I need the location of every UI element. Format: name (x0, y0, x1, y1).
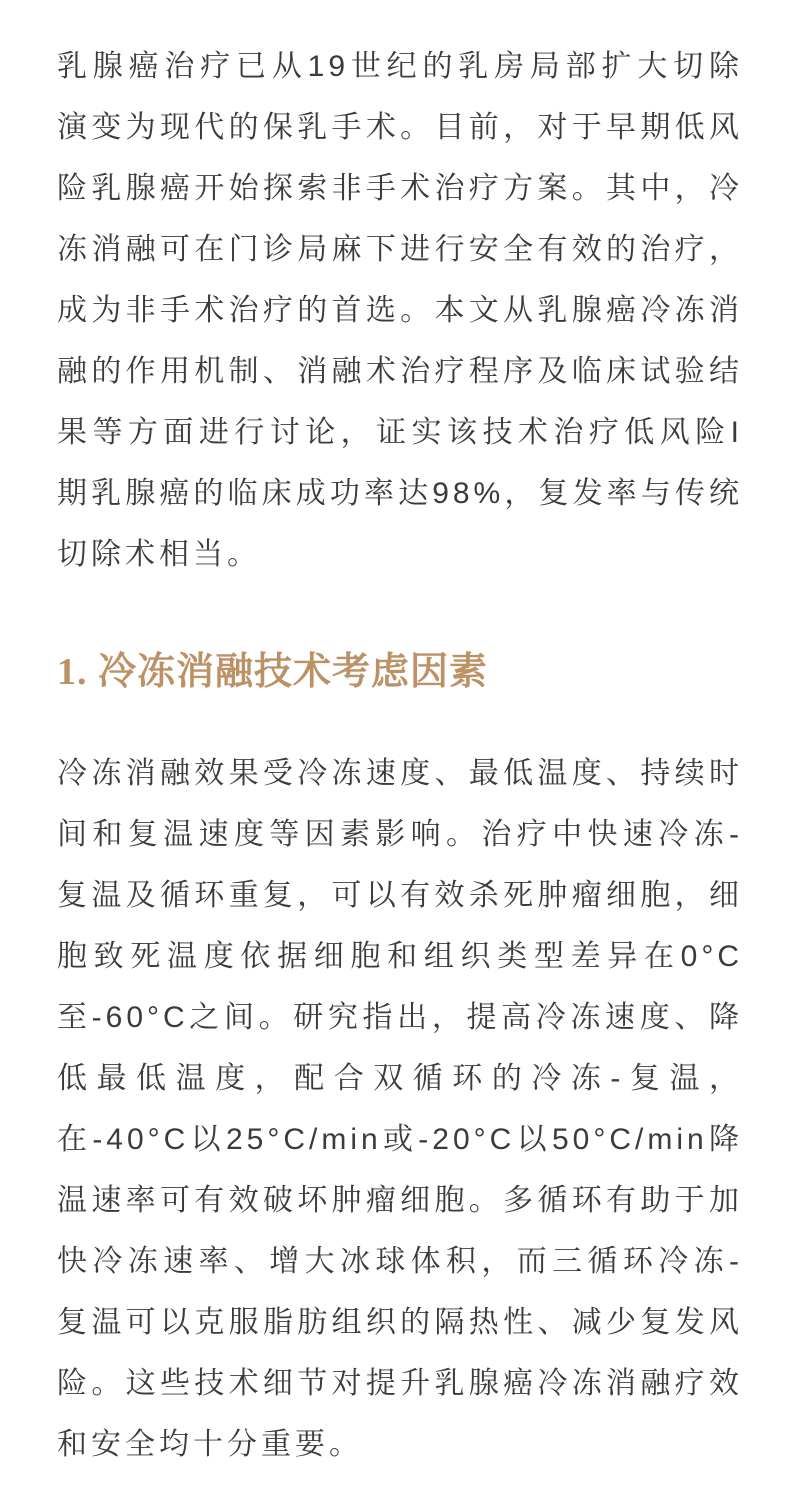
intro-paragraph: 乳腺癌治疗已从19世纪的乳房局部扩大切除演变为现代的保乳手术。目前，对于早期低风险乳腺癌开始探索非手术治疗方案。其中，冷冻消融可在门诊局麻下进行安全有效的治疗，成为非手术治疗的首选。本文从乳腺癌冷冻消融的作用机制、消融术治疗程序及临床试验结果等方面进行讨论，证实该技术治疗低风险I期乳腺癌的临床成功率达98%，复发率与传统切除术相当。 (57, 50, 743, 571)
section-paragraph: 冷冻消融效果受冷冻速度、最低温度、持续时间和复温速度等因素影响。治疗中快速冷冻-复温及循环重复，可以有效杀死肿瘤细胞，细胞致死温度依据细胞和组织类型差异在0°C至-60°C之间。研究指出，提高冷冻速度、降低最低温度，配合双循环的冷冻-复温，在-40°C以25°C/min或-20°C以50°C/min降温速率可有效破坏肿瘤细胞。多循环有助于加快冷冻速率、增大冰球体积，而三循环冷冻-复温可以克服脂肪组织的隔热性、减少复发风险。这些技术细节对提升乳腺癌冷冻消融疗效和安全均十分重要。 (57, 757, 743, 1461)
section-heading: 1. 冷冻消融技术考虑因素 (57, 651, 489, 693)
